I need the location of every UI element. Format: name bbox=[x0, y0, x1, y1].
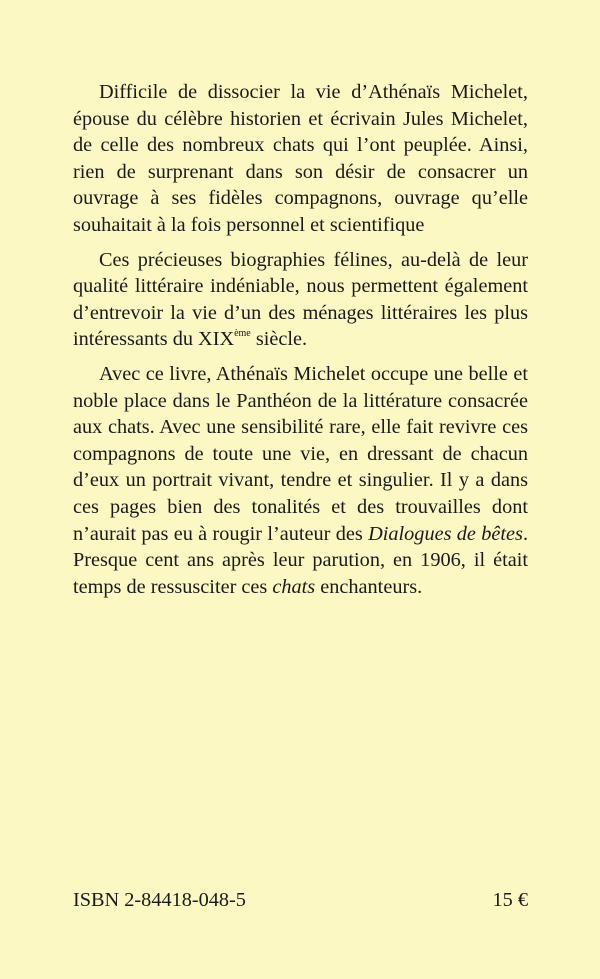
isbn-number: ISBN 2-84418-048-5 bbox=[73, 889, 246, 911]
blurb-paragraph-1 bbox=[73, 79, 528, 239]
title-word-italic: chats bbox=[272, 575, 316, 598]
blurb-text-span: Difficile de dissocier la vie d’Athénaïs Michelet, épouse du célèbre historien et écrivain Jules Michelet, de celle des nombreux chats qui l’ont peuplée. Ainsi, rien de surprenant dans son désir de consacrer un ouvrage à ses fidèles compagnons, ouvrage qu’elle souhaitait à la fois personnel et scientifique bbox=[73, 81, 528, 236]
blurb-paragraph-3 bbox=[73, 361, 528, 600]
blurb-paragraph-2 bbox=[73, 247, 528, 353]
blurb-text-span: Avec ce livre, Athénaïs Michelet occupe une belle et noble place dans le Panthéon de la littérature consacrée aux chats. Avec une sensibilité rare, elle fait revivre ces compagnons de toute une vie, en dressant de chacun d’eux un portrait vivant, tendre et singulier. Il y a dans ces pages bien des tonalités et des trouvailles dont n’aurait pas eu à rougir l’auteur des bbox=[73, 362, 528, 545]
blurb-text-span: siècle. bbox=[250, 328, 308, 351]
price-label: 15 € bbox=[492, 889, 528, 911]
superscript-ordinal: ème bbox=[234, 327, 251, 339]
blurb-text bbox=[73, 79, 528, 608]
blurb-text-span: enchanteurs. bbox=[315, 575, 423, 598]
blurb-text-span: Ces précieuses biographies félines, au-delà de leur qualité littéraire indéniable, nous permettent également d’entrevoir la vie d’un des ménages littéraires les plus intéressants du XIX bbox=[73, 248, 528, 351]
book-title-italic: Dialogues de bêtes bbox=[368, 522, 523, 545]
blurb-text-span: . Presque cent ans après leur parution, en 1906, il était temps de ressusciter ces bbox=[73, 522, 529, 598]
